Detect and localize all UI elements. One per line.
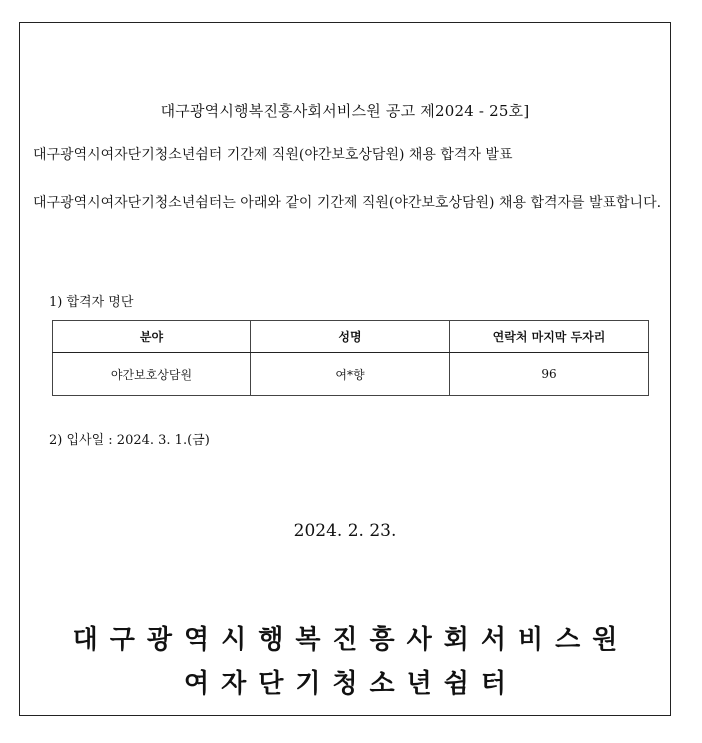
document-frame	[19, 22, 671, 716]
table-header-row	[53, 321, 649, 353]
notice-number-header: 대구광역시행복진흥사회서비스원 공고 제2024 - 25호]	[160, 102, 530, 120]
start-date-label: 2) 입사일 : 2024. 3. 1.(금)	[49, 433, 210, 448]
intro-paragraph: 대구광역시여자단기청소년쉼터는 아래와 같이 기간제 직원(야간보호상담원) 채용 합격자를 발표합니다.	[33, 195, 662, 211]
organization-name-line2: 여자단기청소년쉼터	[183, 669, 519, 699]
cell-phone-last-digits: 96	[450, 353, 649, 396]
announcement-title: 대구광역시여자단기청소년쉼터 기간제 직원(야간보호상담원) 채용 합격자 발표	[33, 147, 513, 163]
successful-applicants-label: 1) 합격자 명단	[49, 295, 134, 310]
organization-name-line1: 대구광역시행복진흥사회서비스원	[72, 625, 630, 655]
table-row	[53, 353, 649, 396]
cell-field: 야간보호상담원	[53, 353, 251, 396]
column-header-phone-last-digits: 연락처 마지막 두자리	[450, 321, 649, 353]
issue-date: 2024. 2. 23.	[293, 521, 397, 541]
column-header-field: 분야	[53, 321, 251, 353]
column-header-name: 성명	[251, 321, 450, 353]
successful-applicants-table	[52, 320, 649, 396]
cell-name: 여*향	[251, 353, 450, 396]
